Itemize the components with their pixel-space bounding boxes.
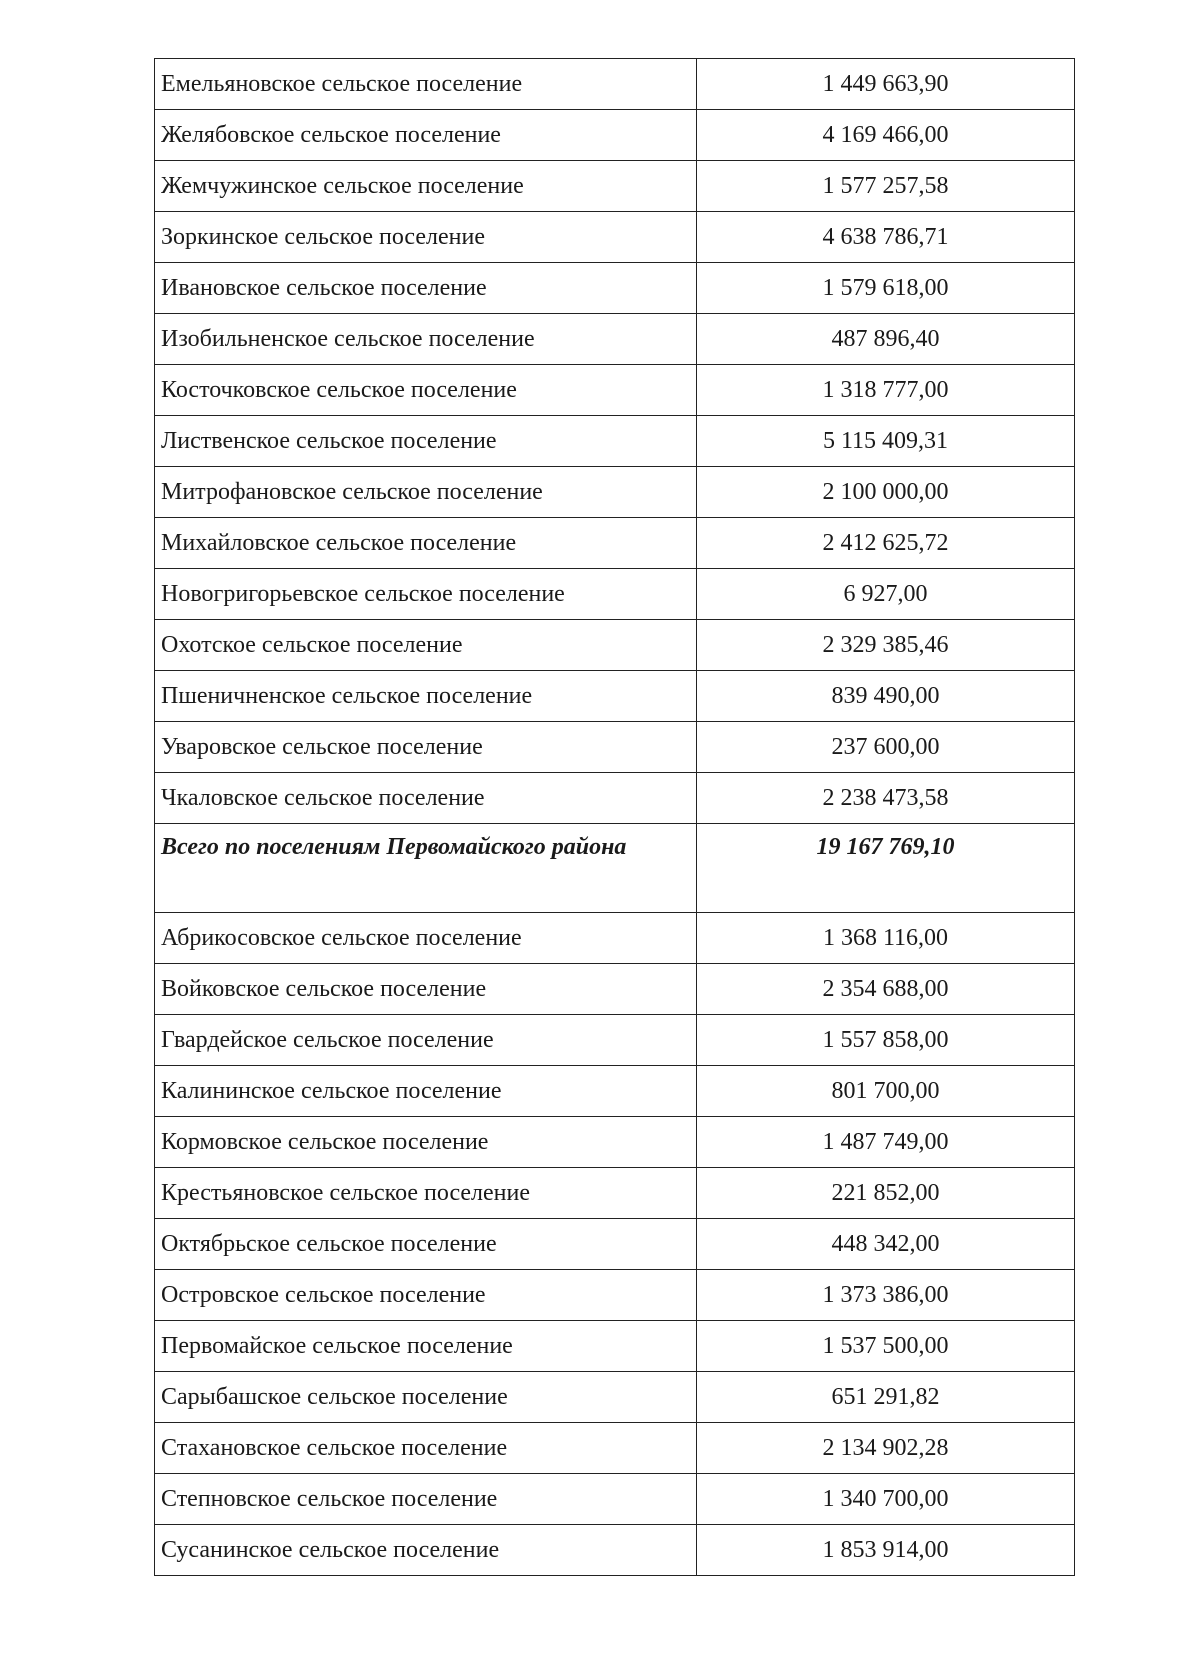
- settlement-amount: 1 368 116,00: [697, 913, 1075, 964]
- settlement-amount: 237 600,00: [697, 722, 1075, 773]
- settlement-name: Емельяновское сельское поселение: [155, 59, 697, 110]
- table-row: [155, 110, 1075, 161]
- settlement-amount: 6 927,00: [697, 569, 1075, 620]
- total-amount: 19 167 769,10: [697, 824, 1075, 913]
- table-body: [155, 59, 1075, 1576]
- settlement-amount: 1 579 618,00: [697, 263, 1075, 314]
- table-row: [155, 314, 1075, 365]
- settlement-name: Жемчужинское сельское поселение: [155, 161, 697, 212]
- settlement-amount: 1 487 749,00: [697, 1117, 1075, 1168]
- table-row: [155, 1423, 1075, 1474]
- settlement-name: Гвардейское сельское поселение: [155, 1015, 697, 1066]
- table-row: [155, 263, 1075, 314]
- settlement-amount: 1 577 257,58: [697, 161, 1075, 212]
- settlement-amount: 221 852,00: [697, 1168, 1075, 1219]
- settlement-name: Кормовское сельское поселение: [155, 1117, 697, 1168]
- settlement-amount: 2 100 000,00: [697, 467, 1075, 518]
- settlement-name: Изобильненское сельское поселение: [155, 314, 697, 365]
- table-row: [155, 1219, 1075, 1270]
- table-row: [155, 1372, 1075, 1423]
- settlement-name: Сусанинское сельское поселение: [155, 1525, 697, 1576]
- settlement-name: Абрикосовское сельское поселение: [155, 913, 697, 964]
- settlement-amount: 1 557 858,00: [697, 1015, 1075, 1066]
- table-row: [155, 1168, 1075, 1219]
- settlement-name: Охотское сельское поселение: [155, 620, 697, 671]
- settlement-name: Пшеничненское сельское поселение: [155, 671, 697, 722]
- table-row: [155, 212, 1075, 263]
- table-row: [155, 913, 1075, 964]
- settlement-amount: 1 853 914,00: [697, 1525, 1075, 1576]
- settlement-name: Желябовское сельское поселение: [155, 110, 697, 161]
- table-row: [155, 964, 1075, 1015]
- settlement-amount: 2 134 902,28: [697, 1423, 1075, 1474]
- settlement-name: Крестьяновское сельское поселение: [155, 1168, 697, 1219]
- table-row: [155, 1270, 1075, 1321]
- settlement-amount: 2 412 625,72: [697, 518, 1075, 569]
- settlement-amount: 1 340 700,00: [697, 1474, 1075, 1525]
- settlement-name: Михайловское сельское поселение: [155, 518, 697, 569]
- settlement-name: Калининское сельское поселение: [155, 1066, 697, 1117]
- total-row: [155, 824, 1075, 913]
- settlement-name: Сарыбашское сельское поселение: [155, 1372, 697, 1423]
- settlement-name: Новогригорьевское сельское поселение: [155, 569, 697, 620]
- settlement-name: Октябрьское сельское поселение: [155, 1219, 697, 1270]
- settlement-amount: 839 490,00: [697, 671, 1075, 722]
- settlement-amount: 2 238 473,58: [697, 773, 1075, 824]
- settlement-amount: 801 700,00: [697, 1066, 1075, 1117]
- table-row: [155, 1525, 1075, 1576]
- settlement-amount: 448 342,00: [697, 1219, 1075, 1270]
- settlement-amount: 5 115 409,31: [697, 416, 1075, 467]
- settlement-amount: 1 318 777,00: [697, 365, 1075, 416]
- settlement-amount: 1 449 663,90: [697, 59, 1075, 110]
- settlement-name: Чкаловское сельское поселение: [155, 773, 697, 824]
- settlement-name: Косточковское сельское поселение: [155, 365, 697, 416]
- table-row: [155, 59, 1075, 110]
- table-row: [155, 518, 1075, 569]
- table-row: [155, 365, 1075, 416]
- table-row: [155, 161, 1075, 212]
- table-row: [155, 1066, 1075, 1117]
- settlement-amount: 4 169 466,00: [697, 110, 1075, 161]
- table-row: [155, 671, 1075, 722]
- settlement-name: Войковское сельское поселение: [155, 964, 697, 1015]
- settlement-amount: 4 638 786,71: [697, 212, 1075, 263]
- settlement-name: Первомайское сельское поселение: [155, 1321, 697, 1372]
- table-row: [155, 773, 1075, 824]
- settlement-name: Стахановское сельское поселение: [155, 1423, 697, 1474]
- settlement-amount: 2 354 688,00: [697, 964, 1075, 1015]
- settlements-budget-table: [154, 58, 1075, 1576]
- settlement-amount: 651 291,82: [697, 1372, 1075, 1423]
- settlement-name: Уваровское сельское поселение: [155, 722, 697, 773]
- table-row: [155, 1321, 1075, 1372]
- table-row: [155, 467, 1075, 518]
- table-row: [155, 1117, 1075, 1168]
- table-row: [155, 416, 1075, 467]
- table-row: [155, 620, 1075, 671]
- settlement-name: Лиственское сельское поселение: [155, 416, 697, 467]
- settlement-amount: 2 329 385,46: [697, 620, 1075, 671]
- settlement-amount: 487 896,40: [697, 314, 1075, 365]
- settlement-amount: 1 373 386,00: [697, 1270, 1075, 1321]
- settlement-amount: 1 537 500,00: [697, 1321, 1075, 1372]
- table-row: [155, 569, 1075, 620]
- table-row: [155, 1474, 1075, 1525]
- table-row: [155, 1015, 1075, 1066]
- settlement-name: Степновское сельское поселение: [155, 1474, 697, 1525]
- settlement-name: Зоркинское сельское поселение: [155, 212, 697, 263]
- settlement-name: Ивановское сельское поселение: [155, 263, 697, 314]
- settlement-name: Островское сельское поселение: [155, 1270, 697, 1321]
- table-row: [155, 722, 1075, 773]
- total-label: Всего по поселениям Первомайского района: [155, 824, 697, 913]
- settlement-name: Митрофановское сельское поселение: [155, 467, 697, 518]
